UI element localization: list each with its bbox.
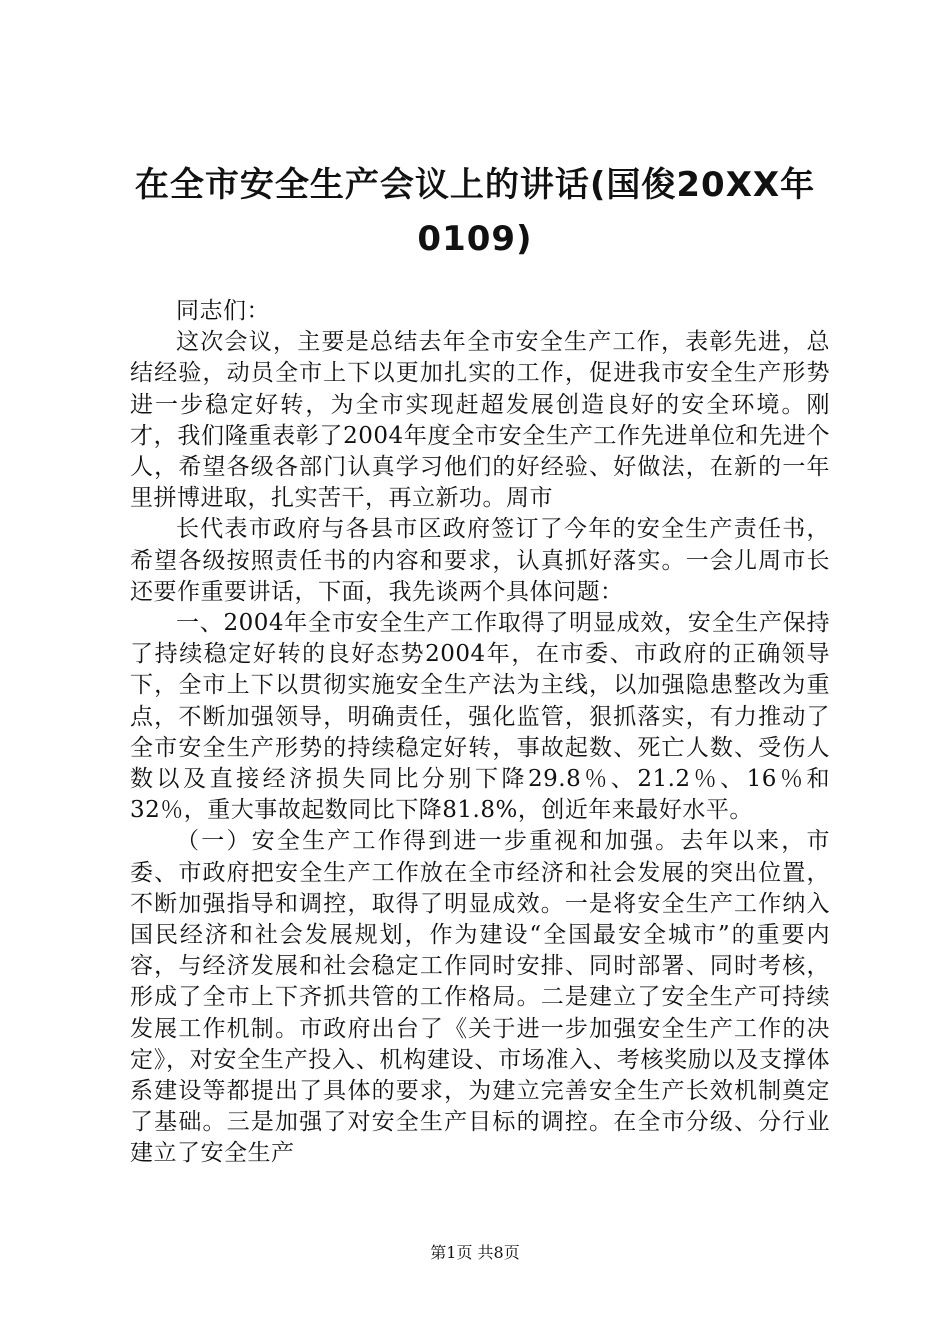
- body-paragraph: （一）安全生产工作得到进一步重视和加强。去年以来，市委、市政府把安全生产工作放在全市经济和社会发展的突出位置，不断加强指导和调控，取得了明显成效。一是将安全生产工作纳入国民经济和社会发展规划，作为建设“全国最安全城市”的重要内容，与经济发展和社会稳定工作同时安排、同时部署、同时考核，形成了全市上下齐抓共管的工作格局。二是建立了安全生产可持续发展工作机制。市政府出台了《关于进一步加强安全生产工作的决定》，对安全生产投入、机构建设、市场准入、考核奖励以及支撑体系建设等都提出了具体的要求，为建立完善安全生产长效机制奠定了基础。三是加强了对安全生产目标的调控。在全市分级、分行业建立了安全生产: [130, 828, 830, 1167]
- body-paragraph: 长代表市政府与各县市区政府签订了今年的安全生产责任书，希望各级按照责任书的内容和要求，认真抓好落实。一会儿周市长还要作重要讲话，下面，我先谈两个具体问题：: [130, 516, 830, 605]
- body-paragraph: 这次会议，主要是总结去年全市安全生产工作，表彰先进，总结经验，动员全市上下以更加扎实的工作，促进我市安全生产形势进一步稳定好转，为全市实现赶超发展创造良好的安全环境。刚才，我们隆重表彰了2004年度全市安全生产工作先进单位和先进个人，希望各级各部门认真学习他们的好经验、好做法，在新的一年里拼博进取，扎实苦干，再立新功。周市: [130, 329, 830, 512]
- document-title: 在全市安全生产会议上的讲话(国俊20XX年0109): [134, 165, 816, 259]
- page-footer: 第1页 共8页: [430, 1243, 520, 1262]
- salutation: 同志们：: [176, 298, 270, 324]
- document-body: [130, 296, 830, 1170]
- body-paragraph: 一、2004年全市安全生产工作取得了明显成效，安全生产保持了持续稳定好转的良好态势2004年，在市委、市政府的正确领导下，全市上下以贯彻实施安全生产法为主线，以加强隐患整改为重点，不断加强领导，明确责任，强化监管，狠抓落实，有力推动了全市安全生产形势的持续稳定好转，事故起数、死亡人数、受伤人数以及直接经济损失同比分别下降29.8％、21.2％、16％和32％，重大事故起数同比下降81.8%，创近年来最好水平。: [130, 610, 830, 824]
